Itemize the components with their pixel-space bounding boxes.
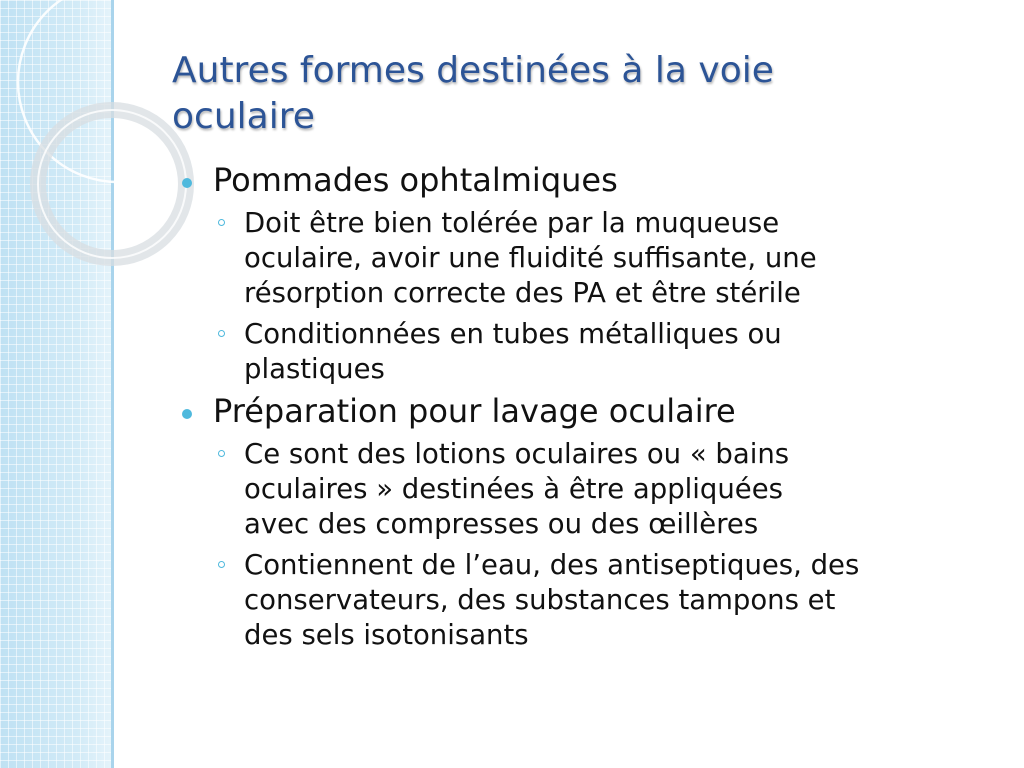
- bullet-heading: Pommades ophtalmiques: [213, 161, 618, 199]
- sub-bullet-line: Doit être bien tolérée par la muqueuse: [244, 207, 780, 239]
- sub-bullet-line: avec des compresses ou des œillères: [244, 508, 759, 540]
- title-line: oculaire: [172, 96, 315, 137]
- title-line: Autres formes destinées à la voie: [172, 50, 774, 91]
- sub-bullet-tolerance: [244, 206, 1000, 311]
- sub-bullet-line: oculaires » destinées à être appliquées: [244, 473, 783, 505]
- sub-bullet-ring-icon: [218, 330, 225, 337]
- bullet-dot-icon: [182, 178, 192, 188]
- sub-bullet-conditionnement: [244, 317, 1000, 387]
- sub-bullet-ring-icon: [218, 219, 225, 226]
- sub-bullet-ring-icon: [218, 561, 225, 568]
- bullet-pommades: [180, 162, 1000, 198]
- sub-bullet-line: oculaire, avoir une fluidité suffisante, une: [244, 242, 817, 274]
- side-decoration-band: [0, 0, 114, 768]
- sub-bullet-composition: [244, 548, 1000, 653]
- sub-bullet-line: plastiques: [244, 353, 385, 385]
- slide-title: [172, 48, 972, 140]
- sub-bullet-ring-icon: [218, 450, 225, 457]
- sub-bullet-line: des sels isotonisants: [244, 619, 529, 651]
- slide-content: [180, 162, 1000, 659]
- sub-bullet-line: résorption correcte des PA et être stérile: [244, 277, 801, 309]
- sub-bullet-lotions: [244, 437, 1000, 542]
- bullet-lavage: [180, 393, 1000, 429]
- sub-bullet-line: Conditionnées en tubes métalliques ou: [244, 318, 782, 350]
- sub-bullet-line: Contiennent de l’eau, des antiseptiques, des: [244, 549, 860, 581]
- side-band-edge: [111, 0, 114, 768]
- bullet-heading: Préparation pour lavage oculaire: [213, 392, 736, 430]
- bullet-dot-icon: [182, 409, 192, 419]
- sub-bullet-line: conservateurs, des substances tampons et: [244, 584, 836, 616]
- sub-bullet-line: Ce sont des lotions oculaires ou « bains: [244, 438, 790, 470]
